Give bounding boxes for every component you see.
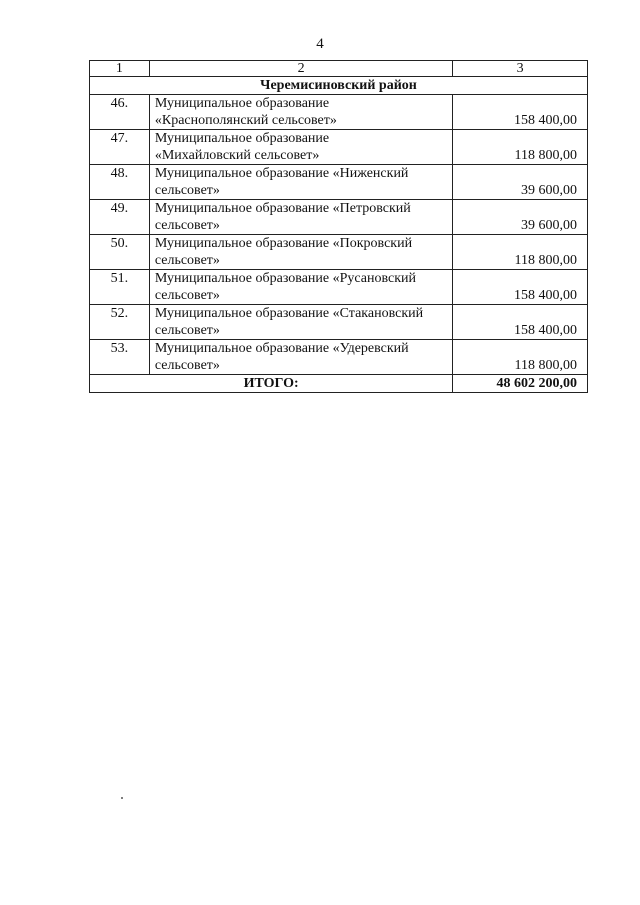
table-row: [90, 95, 588, 130]
table-row: [90, 305, 588, 340]
municipality-name: [149, 235, 452, 270]
amount: 118 800,00: [453, 130, 588, 165]
municipality-name: [149, 340, 452, 375]
municipality-name-line2: сельсовет»: [154, 183, 220, 198]
column-number-1: 1: [90, 61, 150, 77]
row-number: 50.: [90, 235, 150, 270]
municipality-name-line1: Муниципальное образование «Русановский: [154, 271, 417, 286]
table-row: [90, 130, 588, 165]
municipality-name-line1: Муниципальное образование «Ниженский: [154, 166, 409, 181]
municipality-name-line2: сельсовет»: [154, 358, 220, 373]
amount: 158 400,00: [453, 270, 588, 305]
row-number: 48.: [90, 165, 150, 200]
municipality-name-line2: «Михайловский сельсовет»: [154, 148, 320, 163]
amount: 118 800,00: [453, 235, 588, 270]
amount: 39 600,00: [453, 165, 588, 200]
municipality-name: [149, 165, 452, 200]
municipality-name-line1: Муниципальное образование «Петровский: [154, 201, 411, 216]
column-number-row: [90, 61, 588, 77]
total-row: [90, 375, 588, 393]
row-number: 53.: [90, 340, 150, 375]
scan-speck: [121, 797, 123, 799]
municipality-name-line2: сельсовет»: [154, 253, 220, 268]
municipality-name-line1: Муниципальное образование «Удеревский: [154, 341, 409, 356]
row-number: 52.: [90, 305, 150, 340]
section-row: [90, 77, 588, 95]
allocation-table: [89, 60, 588, 393]
row-number: 47.: [90, 130, 150, 165]
amount: 118 800,00: [453, 340, 588, 375]
municipality-name-line2: сельсовет»: [154, 323, 220, 338]
municipality-name: [149, 270, 452, 305]
municipality-name-line1: Муниципальное образование «Покровский: [154, 236, 413, 251]
amount: 39 600,00: [453, 200, 588, 235]
municipality-name-line2: сельсовет»: [154, 218, 220, 233]
table-row: [90, 235, 588, 270]
total-amount: 48 602 200,00: [453, 375, 588, 393]
municipality-name-line1: Муниципальное образование: [154, 131, 330, 146]
municipality-name: [149, 200, 452, 235]
table-row: [90, 165, 588, 200]
municipality-name-line1: Муниципальное образование «Стакановский: [154, 306, 424, 321]
municipality-name: [149, 305, 452, 340]
row-number: 49.: [90, 200, 150, 235]
municipality-name-line2: сельсовет»: [154, 288, 220, 303]
municipality-name: [149, 95, 452, 130]
amount: 158 400,00: [453, 305, 588, 340]
page-number: 4: [316, 36, 324, 52]
table-row: [90, 200, 588, 235]
table-row: [90, 270, 588, 305]
section-title: Черемисиновский район: [90, 77, 588, 95]
column-number-2: 2: [149, 61, 452, 77]
row-number: 46.: [90, 95, 150, 130]
total-label: ИТОГО:: [90, 375, 453, 393]
amount: 158 400,00: [453, 95, 588, 130]
municipality-name-line2: «Краснополянский сельсовет»: [154, 113, 337, 128]
column-number-3: 3: [453, 61, 588, 77]
row-number: 51.: [90, 270, 150, 305]
municipality-name: [149, 130, 452, 165]
municipality-name-line1: Муниципальное образование: [154, 96, 330, 111]
table-row: [90, 340, 588, 375]
